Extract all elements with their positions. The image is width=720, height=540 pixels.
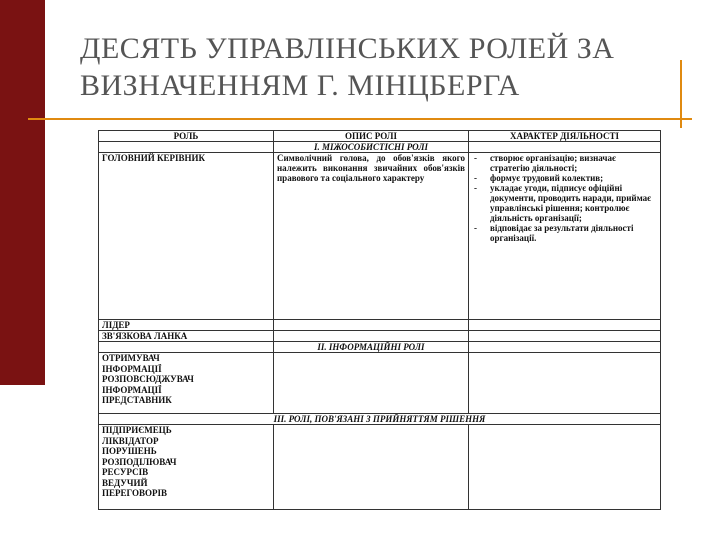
table-row-decision-roles <box>99 425 661 510</box>
activity-item: - формує трудовий колектив; <box>472 173 657 183</box>
role-decision-line: РОЗПОДІЛЮВАЧ <box>102 456 177 467</box>
role-head: ГОЛОВНИЙ КЕРІВНИК <box>99 153 274 320</box>
role-info-list <box>99 353 274 414</box>
slide-title-line-2: ВИЗНАЧЕННЯМ Г. МІНЦБЕРГА <box>80 69 520 102</box>
role-liaison: ЗВ'ЯЗКОВА ЛАНКА <box>99 331 274 342</box>
title-vertical-rule <box>680 60 682 128</box>
role-decision-line: ПІДПРИЄМЕЦЬ <box>102 425 172 436</box>
role-info-line: ІНФОРМАЦІЇ <box>102 363 162 374</box>
table-row-info-roles <box>99 353 661 414</box>
table-row-leader <box>99 320 661 331</box>
role-decision-line: ПОРУШЕНЬ <box>102 446 157 457</box>
managerial-roles-table <box>98 130 661 510</box>
header-activity: ХАРАКТЕР ДІЯЛЬНОСТІ <box>469 131 661 142</box>
role-decision-line: ЛІКВІДАТОР <box>102 435 159 446</box>
role-info-line: ПРЕДСТАВНИК <box>102 395 172 405</box>
role-decision-list <box>99 425 274 510</box>
role-leader: ЛІДЕР <box>99 320 274 331</box>
section-title-informational: ІІ. ІНФОРМАЦІЙНІ РОЛІ <box>274 342 469 353</box>
section-title-decisional: ІІІ. РОЛІ, ПОВ'ЯЗАНІ З ПРИЙНЯТТЯМ РІШЕННЯ <box>99 414 661 425</box>
role-decision-line: ПЕРЕГОВОРІВ <box>102 488 168 499</box>
slide-title <box>80 30 700 104</box>
role-decision-line: РЕСУРСІВ <box>102 467 149 478</box>
role-decision-line: ВЕДУЧИЙ <box>102 477 148 488</box>
role-head-activities <box>469 153 661 320</box>
table-row-liaison <box>99 331 661 342</box>
table-row-head <box>99 153 661 320</box>
slide-title-line-1: ДЕСЯТЬ УПРАВЛІНСЬКИХ РОЛЕЙ ЗА <box>80 32 615 65</box>
activity-item: - відповідає за результати діяльності організації. <box>472 223 657 243</box>
role-head-description: Символічний голова, до обов'язків якого належить виконання звичайних обов'язків правового та соціального характеру <box>274 153 469 320</box>
role-info-line: РОЗПОВСЮДЖУВАЧ <box>102 374 194 384</box>
title-underline <box>28 118 692 120</box>
section-row-informational <box>99 342 661 353</box>
activity-item: - створює організацію; визначає стратегію діяльності; <box>472 153 657 173</box>
header-description: ОПИС РОЛІ <box>274 131 469 142</box>
table-header-row <box>99 131 661 142</box>
header-role: РОЛЬ <box>99 131 274 142</box>
section-row-decisional <box>99 414 661 425</box>
section-row-interpersonal <box>99 142 661 153</box>
slide-accent-bar <box>0 0 45 385</box>
role-info-line: ОТРИМУВАЧ <box>102 353 160 363</box>
role-info-line: ІНФОРМАЦІЇ <box>102 384 162 395</box>
section-title-interpersonal: І. МІЖОСОБИСТІСНІ РОЛІ <box>274 142 469 153</box>
activity-item: - укладає угоди, підписує офіційні документи, проводить наради, приймає управлінські рішення; контролює діяльність організації; <box>472 183 657 223</box>
